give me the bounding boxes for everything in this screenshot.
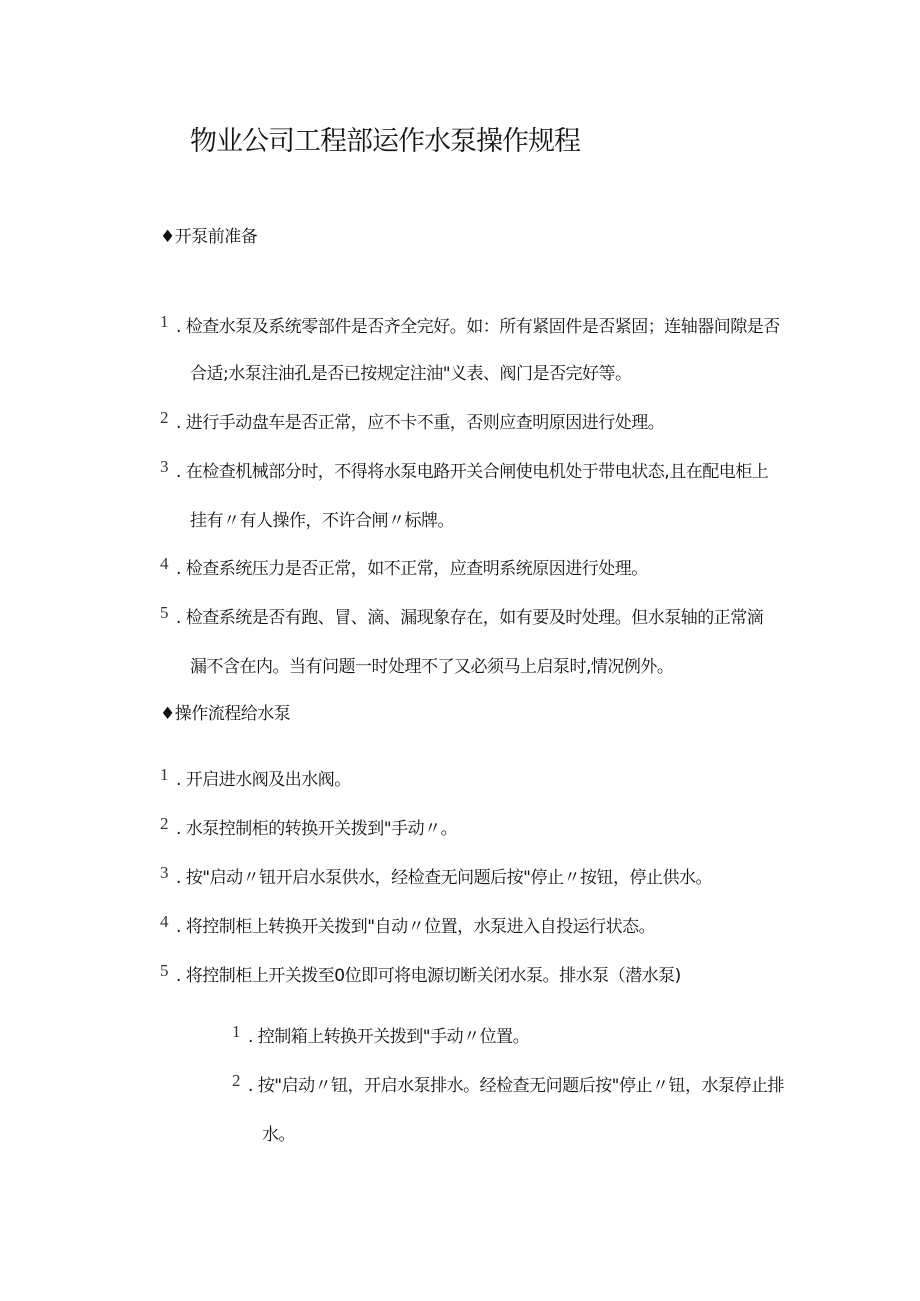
list-item-text-continued: 挂有〃有人操作，不许合闸〃标牌。 bbox=[190, 511, 454, 531]
list-item-number: 2 bbox=[160, 814, 169, 833]
list-item-number: 5 bbox=[160, 961, 169, 980]
list-item-number: 5 bbox=[160, 603, 169, 622]
list-item-text-continued: 水。 bbox=[262, 1125, 295, 1145]
list-item-text-continued: 合适;水泵注油孔是否已按规定注油"义表、阀门是否完好等。 bbox=[190, 364, 632, 384]
list-item-text: . 检查系统是否有跑、冒、滴、漏现象存在，如有要及时处理。但水泵轴的正常滴 bbox=[176, 608, 764, 628]
section-heading-preparation: ♦开泵前准备 bbox=[160, 227, 258, 247]
list-item-number: 4 bbox=[160, 912, 169, 931]
list-item-number: 1 bbox=[232, 1022, 241, 1041]
list-item-text: . 检查系统压力是否正常，如不正常，应查明系统原因进行处理。 bbox=[176, 559, 648, 579]
list-item-text: . 按"启动〃钮开启水泵供水，经检查无问题后按"停止〃按钮，停止供水。 bbox=[176, 868, 712, 888]
list-item-number: 4 bbox=[160, 554, 169, 573]
list-item-number: 2 bbox=[232, 1071, 241, 1090]
list-item-text: . 检查水泵及系统零部件是否齐全完好。如：所有紧固件是否紧固；连轴器间隙是否 bbox=[176, 317, 780, 337]
list-item-text: . 将控制柜上开关拨至0位即可将电源切断关闭水泵。排水泵（潜水泵) bbox=[176, 966, 681, 986]
list-item-text: . 控制箱上转换开关拨到"手动〃位置。 bbox=[248, 1027, 530, 1047]
list-item-text: . 在检查机械部分时，不得将水泵电路开关合闸使电机处于带电状态,且在配电柜上 bbox=[176, 462, 769, 482]
page-title: 物业公司工程部运作水泵操作规程 bbox=[190, 126, 580, 157]
section-heading-operation: ♦操作流程给水泵 bbox=[160, 704, 291, 724]
list-item-text: . 进行手动盘车是否正常，应不卡不重，否则应查明原因进行处理。 bbox=[176, 413, 665, 433]
list-item-number: 3 bbox=[160, 457, 169, 476]
list-item-text: . 将控制柜上转换开关拨到"自动〃位置，水泵进入自投运行状态。 bbox=[176, 917, 656, 937]
list-item-text: . 水泵控制柜的转换开关拨到"手动〃。 bbox=[176, 819, 458, 839]
list-item-number: 3 bbox=[160, 863, 169, 882]
list-item-number: 2 bbox=[160, 408, 169, 427]
list-item-number: 1 bbox=[160, 312, 169, 331]
list-item-text-continued: 漏不含在内。当有问题一时处理不了又必须马上启泵时,情况例外。 bbox=[190, 657, 674, 677]
list-item-number: 1 bbox=[160, 765, 169, 784]
list-item-text: . 开启进水阀及出水阀。 bbox=[176, 770, 351, 790]
list-item-text: . 按"启动〃钮，开启水泵排水。经检查无问题后按"停止〃钮，水泵停止排 bbox=[248, 1076, 784, 1096]
